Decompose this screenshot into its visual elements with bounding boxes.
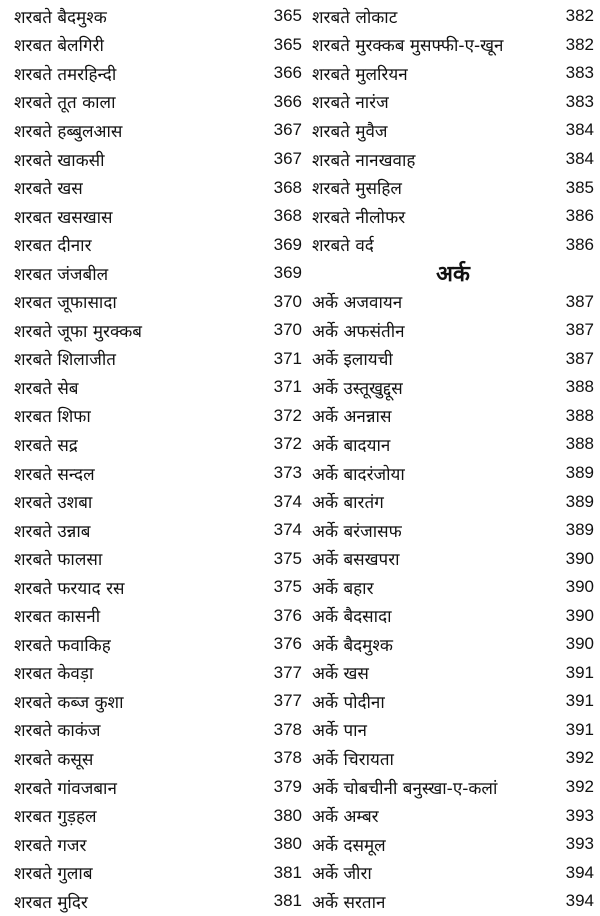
entry-page-number: 383 (565, 91, 594, 111)
entry-page-number: 376 (273, 605, 302, 625)
index-entry (312, 659, 594, 688)
entry-title: अर्के पोदीना (312, 692, 385, 713)
index-entry (14, 31, 302, 60)
index-entry (312, 487, 594, 516)
index-entry (14, 2, 302, 31)
index-entry (312, 116, 594, 145)
entry-title: अर्के बैदसादा (312, 607, 392, 628)
entry-page-number: 367 (273, 149, 302, 168)
entry-title: अर्के जीरा (312, 864, 372, 885)
index-entry (312, 2, 594, 31)
sharbat-entries-continued (312, 2, 594, 259)
index-entry (312, 373, 594, 402)
index-entry (312, 287, 594, 316)
entry-title: शरबते गुलाब (14, 864, 93, 885)
index-entry (14, 59, 302, 88)
index-entry (312, 773, 594, 802)
entry-title: अर्के बारतंग (312, 493, 384, 514)
entry-page-number: 389 (565, 463, 594, 483)
entry-page-number: 394 (565, 891, 594, 911)
entry-page-number: 375 (273, 548, 302, 568)
index-entry (312, 145, 594, 174)
index-entry (312, 430, 594, 459)
entry-page-number: 374 (273, 520, 302, 540)
entry-page-number: 388 (565, 405, 594, 425)
entry-title: शरबते तमरहिन्दी (14, 64, 117, 85)
entry-page-number: 370 (273, 291, 302, 311)
entry-page-number: 365 (273, 6, 302, 26)
index-entry (14, 773, 302, 802)
entry-title: शरबत मुदिर (14, 892, 88, 913)
entry-title: शरबत दीनार (14, 236, 92, 257)
index-entry (312, 202, 594, 231)
entry-page-number: 374 (273, 491, 302, 511)
entry-page-number: 386 (565, 206, 594, 226)
entry-title: शरबते मुवैज (312, 121, 388, 142)
ark-entries (312, 287, 594, 915)
entry-page-number: 392 (565, 748, 594, 768)
entry-title: अर्के अम्बर (312, 807, 379, 828)
index-entry (14, 716, 302, 745)
index-entry (312, 31, 594, 60)
entry-page-number: 382 (565, 6, 594, 26)
entry-title: अर्के अजवायन (312, 293, 403, 314)
entry-title: शरबते खस (14, 179, 83, 200)
entry-page-number: 392 (565, 777, 594, 797)
entry-title: शरबते मुलरियन (312, 64, 408, 85)
entry-page-number: 365 (273, 34, 302, 54)
entry-page-number: 378 (273, 719, 302, 739)
entry-page-number: 387 (565, 348, 594, 368)
entry-title: शरबते फरयाद रस (14, 578, 125, 599)
index-entry (312, 230, 594, 259)
index-entry (312, 459, 594, 488)
entry-title: शरबते फालसा (14, 550, 103, 571)
entry-page-number: 389 (565, 520, 594, 540)
entry-title: शरबते नारंज (312, 93, 389, 114)
entry-title: शरबत शिफा (14, 407, 91, 428)
entry-title: शरबते हब्बुलआस (14, 121, 123, 142)
entry-title: शरबते उन्नाब (14, 521, 91, 542)
index-entry (312, 630, 594, 659)
entry-page-number: 369 (273, 263, 302, 283)
index-entry (312, 687, 594, 716)
index-entry (14, 887, 302, 916)
entry-page-number: 371 (273, 377, 302, 397)
entry-page-number: 372 (273, 434, 302, 454)
index-entry (14, 601, 302, 630)
entry-page-number: 381 (273, 862, 302, 882)
entry-title: अर्के बैदमुश्क (312, 635, 393, 656)
entry-title: अर्के इलायची (312, 350, 393, 371)
entry-title: शरबते कसूस (14, 749, 94, 770)
entry-page-number: 384 (565, 120, 594, 140)
entry-page-number: 369 (273, 234, 302, 254)
index-entry (14, 858, 302, 887)
index-entry (312, 573, 594, 602)
entry-title: शरबते जूफा मुरक्कब (14, 321, 142, 342)
entry-title: शरबते तूत काला (14, 93, 116, 114)
index-entry (312, 516, 594, 545)
index-entry (312, 59, 594, 88)
entry-title: अर्के बादयान (312, 435, 391, 456)
entry-title: अर्के चिरायता (312, 749, 394, 770)
index-entry (312, 402, 594, 431)
entry-title: शरबते नानखवाह (312, 150, 416, 171)
index-entry (312, 88, 594, 117)
entry-page-number: 373 (273, 463, 302, 483)
entry-title: शरबते उशबा (14, 493, 93, 514)
entry-title: शरबते सन्दल (14, 464, 95, 485)
entry-page-number: 393 (565, 834, 594, 854)
entry-title: शरबते शिलाजीत (14, 350, 116, 371)
entry-title: शरबते गांवजबान (14, 778, 117, 799)
index-entry (14, 801, 302, 830)
index-right-column (312, 2, 594, 916)
entry-title: शरबते गजर (14, 835, 87, 856)
entry-page-number: 380 (273, 834, 302, 854)
index-entry (14, 516, 302, 545)
index-entry (312, 887, 594, 916)
index-entry (14, 659, 302, 688)
index-entry (312, 601, 594, 630)
entry-title: शरबत जूफासादा (14, 293, 117, 314)
entry-page-number: 390 (565, 548, 594, 568)
entry-title: अर्के बसखपरा (312, 550, 400, 571)
entry-title: शरबत खसखास (14, 207, 113, 228)
index-entry (14, 316, 302, 345)
entry-page-number: 389 (565, 491, 594, 511)
index-entry (14, 744, 302, 773)
index-entry (14, 116, 302, 145)
entry-title: अर्के दसमूल (312, 835, 386, 856)
entry-page-number: 371 (273, 348, 302, 368)
entry-page-number: 385 (565, 177, 594, 197)
entry-page-number: 376 (273, 634, 302, 654)
entry-title: अर्के उस्तूखुद्दूस (312, 378, 403, 399)
index-entry (312, 858, 594, 887)
entry-page-number: 388 (565, 377, 594, 397)
index-entry (312, 830, 594, 859)
entry-page-number: 377 (273, 662, 302, 682)
index-entry (14, 430, 302, 459)
entry-page-number: 368 (273, 206, 302, 226)
index-entry (14, 287, 302, 316)
entry-title: शरबते मुरक्कब मुसफ्फी-ए-खून (312, 36, 504, 57)
entry-page-number: 381 (273, 891, 302, 911)
entry-title: शरबत केवड़ा (14, 664, 94, 685)
index-entry (14, 573, 302, 602)
entry-page-number: 387 (565, 320, 594, 340)
index-entry (14, 544, 302, 573)
index-entry (14, 145, 302, 174)
entry-title: शरबते फवाकिह (14, 635, 111, 656)
index-entry (14, 402, 302, 431)
entry-page-number: 367 (273, 120, 302, 140)
entry-title: अर्के सरतान (312, 892, 386, 913)
entry-title: शरबते बैदमुश्क (14, 7, 107, 28)
entry-page-number: 370 (273, 320, 302, 340)
index-entry (14, 230, 302, 259)
entry-page-number: 384 (565, 149, 594, 168)
entry-page-number: 383 (565, 63, 594, 83)
entry-title: अर्के बरंजासफ (312, 521, 402, 542)
entry-page-number: 372 (273, 405, 302, 425)
index-entry (14, 259, 302, 288)
index-entry (14, 687, 302, 716)
entry-page-number: 394 (565, 862, 594, 882)
entry-page-number: 387 (565, 291, 594, 311)
entry-page-number: 375 (273, 577, 302, 597)
section-heading-ark: अर्क (436, 262, 470, 288)
index-entry (14, 487, 302, 516)
entry-title: शरबते मुसहिल (312, 179, 402, 200)
entry-title: शरबते सेब (14, 378, 79, 399)
entry-title: शरबते खाकसी (14, 150, 105, 171)
entry-page-number: 390 (565, 634, 594, 654)
entry-title: शरबते वर्द (312, 236, 374, 257)
index-entry (312, 716, 594, 745)
entry-title: अर्के अफसंतीन (312, 321, 405, 342)
index-left-column (14, 2, 302, 916)
entry-page-number: 391 (565, 691, 594, 711)
index-entry (14, 459, 302, 488)
index-entry (312, 544, 594, 573)
index-entry (312, 801, 594, 830)
index-entry (312, 345, 594, 374)
entry-page-number: 379 (273, 777, 302, 797)
entry-page-number: 390 (565, 605, 594, 625)
index-entry (14, 373, 302, 402)
entry-page-number: 366 (273, 63, 302, 83)
entry-page-number: 386 (565, 234, 594, 254)
entry-title: शरबत जंजबील (14, 264, 109, 285)
entry-title: अर्के खस (312, 664, 369, 685)
entry-page-number: 382 (565, 34, 594, 54)
entry-page-number: 391 (565, 719, 594, 739)
index-entry (14, 202, 302, 231)
entry-title: शरबते सद्र (14, 435, 78, 456)
entry-page-number: 380 (273, 805, 302, 825)
entry-title: शरबत बेलगिरी (14, 36, 104, 57)
entry-title: शरबते नीलोफर (312, 207, 406, 228)
entry-title: शरबते कब्ज कुशा (14, 692, 124, 713)
entry-title: अर्के अनन्नास (312, 407, 392, 428)
entry-page-number: 366 (273, 91, 302, 111)
entry-page-number: 390 (565, 577, 594, 597)
entry-title: अर्के चोबचीनी बनुस्खा-ए-कलां (312, 778, 498, 799)
entry-page-number: 368 (273, 177, 302, 197)
index-entry (312, 744, 594, 773)
entry-page-number: 378 (273, 748, 302, 768)
entry-page-number: 388 (565, 434, 594, 454)
entry-page-number: 377 (273, 691, 302, 711)
entry-title: शरबते काकंज (14, 721, 101, 742)
index-entry (14, 173, 302, 202)
index-entry (14, 830, 302, 859)
entry-title: शरबत गुड़हल (14, 807, 97, 828)
entry-page-number: 391 (565, 662, 594, 682)
entry-title: अर्के बादरंजोया (312, 464, 405, 485)
entry-title: अर्के बहार (312, 578, 374, 599)
index-entry (14, 88, 302, 117)
entry-page-number: 393 (565, 805, 594, 825)
entry-title: शरबते लोकाट (312, 7, 398, 28)
entry-title: अर्के पान (312, 721, 367, 742)
entry-title: शरबत कासनी (14, 607, 101, 628)
index-entry (312, 316, 594, 345)
index-entry (312, 173, 594, 202)
index-entry (14, 630, 302, 659)
index-entry (14, 345, 302, 374)
